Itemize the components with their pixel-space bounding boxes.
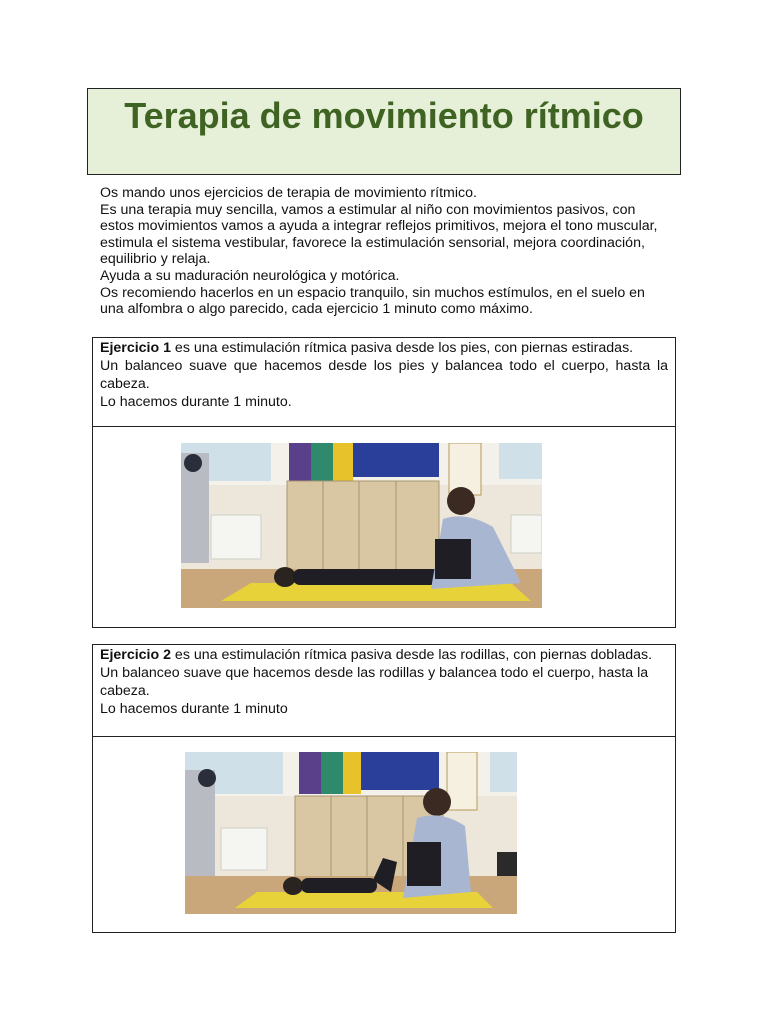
intro-line: Ayuda a su maduración neurológica y motórica. — [100, 267, 400, 284]
exercise-label: Ejercicio 1 — [100, 340, 171, 356]
exercise-2-text — [93, 645, 675, 737]
exercise-label: Ejercicio 2 — [100, 647, 171, 663]
exercise-2-photo-cell — [93, 737, 675, 932]
exercise-2-photo — [185, 752, 517, 914]
exercise-line: Un balanceo suave que hacemos desde las rodillas y balancea todo el cuerpo, hasta la cabeza. — [100, 665, 649, 699]
intro-text — [100, 185, 670, 318]
exercise-1-photo-cell — [93, 427, 675, 627]
page-title: Terapia de movimiento rítmico — [124, 95, 644, 136]
exercise-description: es una estimulación rítmica pasiva desde los pies, con piernas estiradas. — [170, 340, 634, 356]
exercise-line: Lo hacemos durante 1 minuto. — [100, 394, 292, 410]
title-box — [87, 88, 681, 175]
intro-line: Es una terapia muy sencilla, vamos a estimular al niño con movimientos pasivos, con estos movimientos vamos a ayuda a integrar reflejos primitivos, mejora el tono muscular, estimula el sistema vestibular, favorece la estimulación sensorial, mejora coordinación, equilibrio y relaja. — [100, 201, 658, 268]
intro-line: Os mando unos ejercicios de terapia de movimiento rítmico. — [100, 185, 477, 201]
exercise-1-text — [93, 338, 675, 427]
exercise-line: Lo hacemos durante 1 minuto — [100, 701, 288, 717]
exercise-description: es una estimulación rítmica pasiva desde las rodillas, con piernas dobladas. — [170, 647, 653, 663]
exercise-2-box — [92, 644, 676, 933]
exercise-line: Un balanceo suave que hacemos desde los pies y balancea todo el cuerpo, hasta la cabeza. — [100, 358, 668, 392]
intro-line: Os recomiendo hacerlos en un espacio tranquilo, sin muchos estímulos, en el suelo en una alfombra o algo parecido, cada ejercicio 1 minuto como máximo. — [100, 284, 645, 318]
exercise-1-box — [92, 337, 676, 628]
exercise-1-photo — [181, 443, 542, 608]
